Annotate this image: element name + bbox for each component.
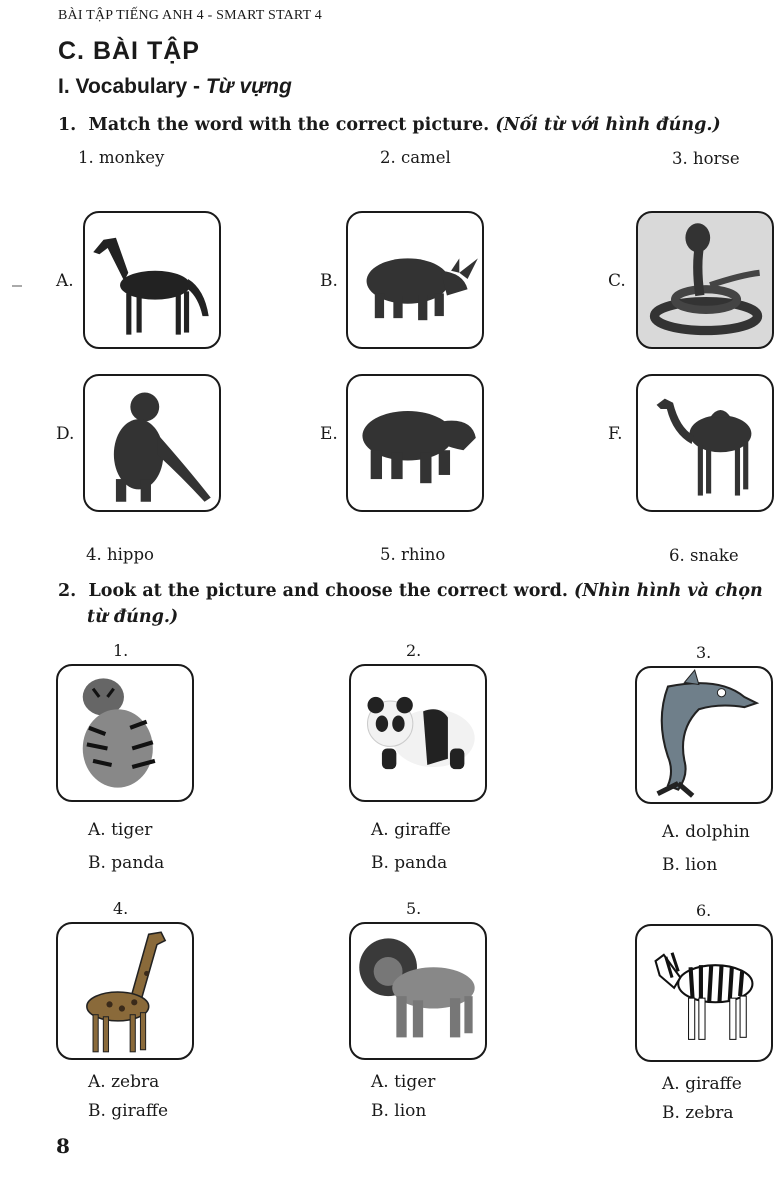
item2-frame [349,664,487,802]
item5-frame [349,922,487,1060]
word-rhino: 5. rhino [380,545,446,564]
picture-c-frame [636,211,774,349]
picture-b-frame [346,211,484,349]
scan-mark [12,285,22,287]
zebra-icon [637,926,771,1060]
item5-option-b[interactable]: B. lion [371,1101,427,1121]
word-hippo: 4. hippo [86,545,154,564]
exercise2-instruction-cont: từ đúng.) [87,607,179,627]
item6-number: 6. [696,901,712,920]
item2-number: 2. [406,641,422,660]
picture-label-d: D. [56,424,75,444]
giraffe-icon [58,924,192,1058]
item4-frame [56,922,194,1060]
page-header: BÀI TẬP TIẾNG ANH 4 - SMART START 4 [58,8,323,23]
camel-icon [638,376,772,510]
picture-a-frame [83,211,221,349]
dolphin-icon [637,668,771,802]
word-snake: 6. snake [669,546,739,565]
hippo-icon [348,376,482,510]
item5-number: 5. [406,899,422,918]
page-number: 8 [56,1134,70,1158]
word-horse: 3. horse [672,149,740,168]
subsection-title: I. Vocabulary - Từ vựng [58,75,292,98]
item5-option-a[interactable]: A. tiger [371,1072,436,1092]
item3-option-a[interactable]: A. dolphin [662,822,750,842]
word-camel: 2. camel [380,148,451,167]
rhino-icon [348,213,482,347]
picture-label-b: B. [320,271,338,291]
word-monkey: 1. monkey [78,148,165,167]
item3-option-b[interactable]: B. lion [662,855,718,875]
tiger-icon [58,666,192,800]
item3-number: 3. [696,643,712,662]
item6-frame [635,924,773,1062]
item3-frame [635,666,773,804]
picture-e-frame [346,374,484,512]
item4-option-b[interactable]: B. giraffe [88,1101,169,1121]
item1-frame [56,664,194,802]
item1-number: 1. [113,641,129,660]
item2-option-b[interactable]: B. panda [371,853,448,873]
exercise2-instruction: 2. Look at the picture and choose the correct word. (Nhìn hình và chọn [58,581,763,601]
item2-option-a[interactable]: A. giraffe [371,820,451,840]
picture-label-f: F. [608,424,623,444]
item4-number: 4. [113,899,129,918]
monkey-icon [85,376,219,510]
horse-icon [85,213,219,347]
picture-f-frame [636,374,774,512]
panda-icon [351,666,485,800]
picture-label-a: A. [56,271,74,291]
item1-option-a[interactable]: A. tiger [88,820,153,840]
picture-d-frame [83,374,221,512]
item6-option-a[interactable]: A. giraffe [662,1074,742,1094]
picture-label-e: E. [320,424,338,444]
picture-label-c: C. [608,271,626,291]
snake-icon [638,213,772,347]
item6-option-b[interactable]: B. zebra [662,1103,734,1123]
exercise1-instruction: 1. Match the word with the correct picture. (Nối từ với hình đúng.) [58,115,721,135]
item1-option-b[interactable]: B. panda [88,853,165,873]
lion-icon [351,924,485,1058]
item4-option-a[interactable]: A. zebra [88,1072,160,1092]
section-title: C. BÀI TẬP [58,37,200,65]
